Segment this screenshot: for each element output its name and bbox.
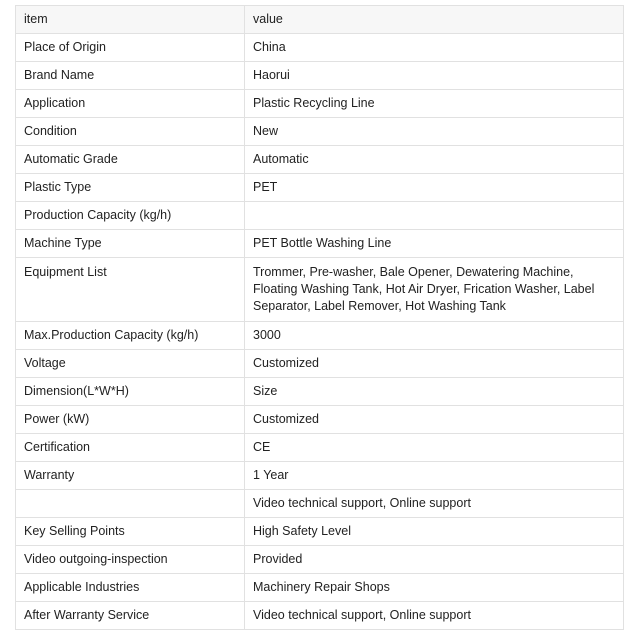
table-row <box>16 574 624 602</box>
row-value-cell: PET Bottle Washing Line <box>245 230 624 258</box>
table-row <box>16 518 624 546</box>
table-row <box>16 174 624 202</box>
row-item-cell: Machine Type <box>16 230 245 258</box>
row-item-cell <box>16 490 245 518</box>
row-item-cell: Warranty <box>16 462 245 490</box>
row-item-cell: Certification <box>16 434 245 462</box>
row-item-cell: Place of Origin <box>16 34 245 62</box>
table-row <box>16 602 624 630</box>
table-row <box>16 462 624 490</box>
row-value-cell: Video technical support, Online support <box>245 490 624 518</box>
row-value-cell: Customized <box>245 350 624 378</box>
row-item-cell: Max.Production Capacity (kg/h) <box>16 322 245 350</box>
table-row <box>16 34 624 62</box>
table-row <box>16 118 624 146</box>
row-item-cell: Brand Name <box>16 62 245 90</box>
table-row <box>16 434 624 462</box>
table-row <box>16 62 624 90</box>
row-value-cell: CE <box>245 434 624 462</box>
row-value-cell: Video technical support, Online support <box>245 602 624 630</box>
table-header-row <box>16 6 624 34</box>
row-item-cell: Voltage <box>16 350 245 378</box>
row-value-cell: 3000 <box>245 322 624 350</box>
row-value-cell: Trommer, Pre-washer, Bale Opener, Dewatering Machine, Floating Washing Tank, Hot Air Dryer, Frication Washer, Label Separator, Label Remover, Hot Washing Tank <box>245 258 624 322</box>
table-row <box>16 378 624 406</box>
row-value-cell: 1 Year <box>245 462 624 490</box>
row-item-cell: After Warranty Service <box>16 602 245 630</box>
row-value-cell: Automatic <box>245 146 624 174</box>
row-item-cell: Application <box>16 90 245 118</box>
table-row <box>16 490 624 518</box>
row-value-cell: Machinery Repair Shops <box>245 574 624 602</box>
row-item-cell: Automatic Grade <box>16 146 245 174</box>
table-row <box>16 350 624 378</box>
row-item-cell: Power (kW) <box>16 406 245 434</box>
row-item-cell: Applicable Industries <box>16 574 245 602</box>
row-value-cell: Plastic Recycling Line <box>245 90 624 118</box>
table-row <box>16 230 624 258</box>
row-item-cell: Production Capacity (kg/h) <box>16 202 245 230</box>
row-item-cell: Key Selling Points <box>16 518 245 546</box>
row-value-cell: High Safety Level <box>245 518 624 546</box>
table-row <box>16 258 624 322</box>
row-value-cell: Customized <box>245 406 624 434</box>
row-item-cell: Equipment List <box>16 258 245 322</box>
header-item-cell: item <box>16 6 245 34</box>
header-value-cell: value <box>245 6 624 34</box>
table-row <box>16 146 624 174</box>
row-item-cell: Dimension(L*W*H) <box>16 378 245 406</box>
row-value-cell: PET <box>245 174 624 202</box>
row-item-cell: Plastic Type <box>16 174 245 202</box>
row-item-cell: Condition <box>16 118 245 146</box>
row-value-cell <box>245 202 624 230</box>
row-item-cell: Video outgoing-inspection <box>16 546 245 574</box>
row-value-cell: Size <box>245 378 624 406</box>
row-value-cell: Provided <box>245 546 624 574</box>
row-value-cell: China <box>245 34 624 62</box>
table-row <box>16 406 624 434</box>
row-value-cell: Haorui <box>245 62 624 90</box>
spec-table <box>15 5 624 630</box>
table-row <box>16 322 624 350</box>
table-row <box>16 90 624 118</box>
row-value-cell: New <box>245 118 624 146</box>
table-row <box>16 546 624 574</box>
table-row <box>16 202 624 230</box>
